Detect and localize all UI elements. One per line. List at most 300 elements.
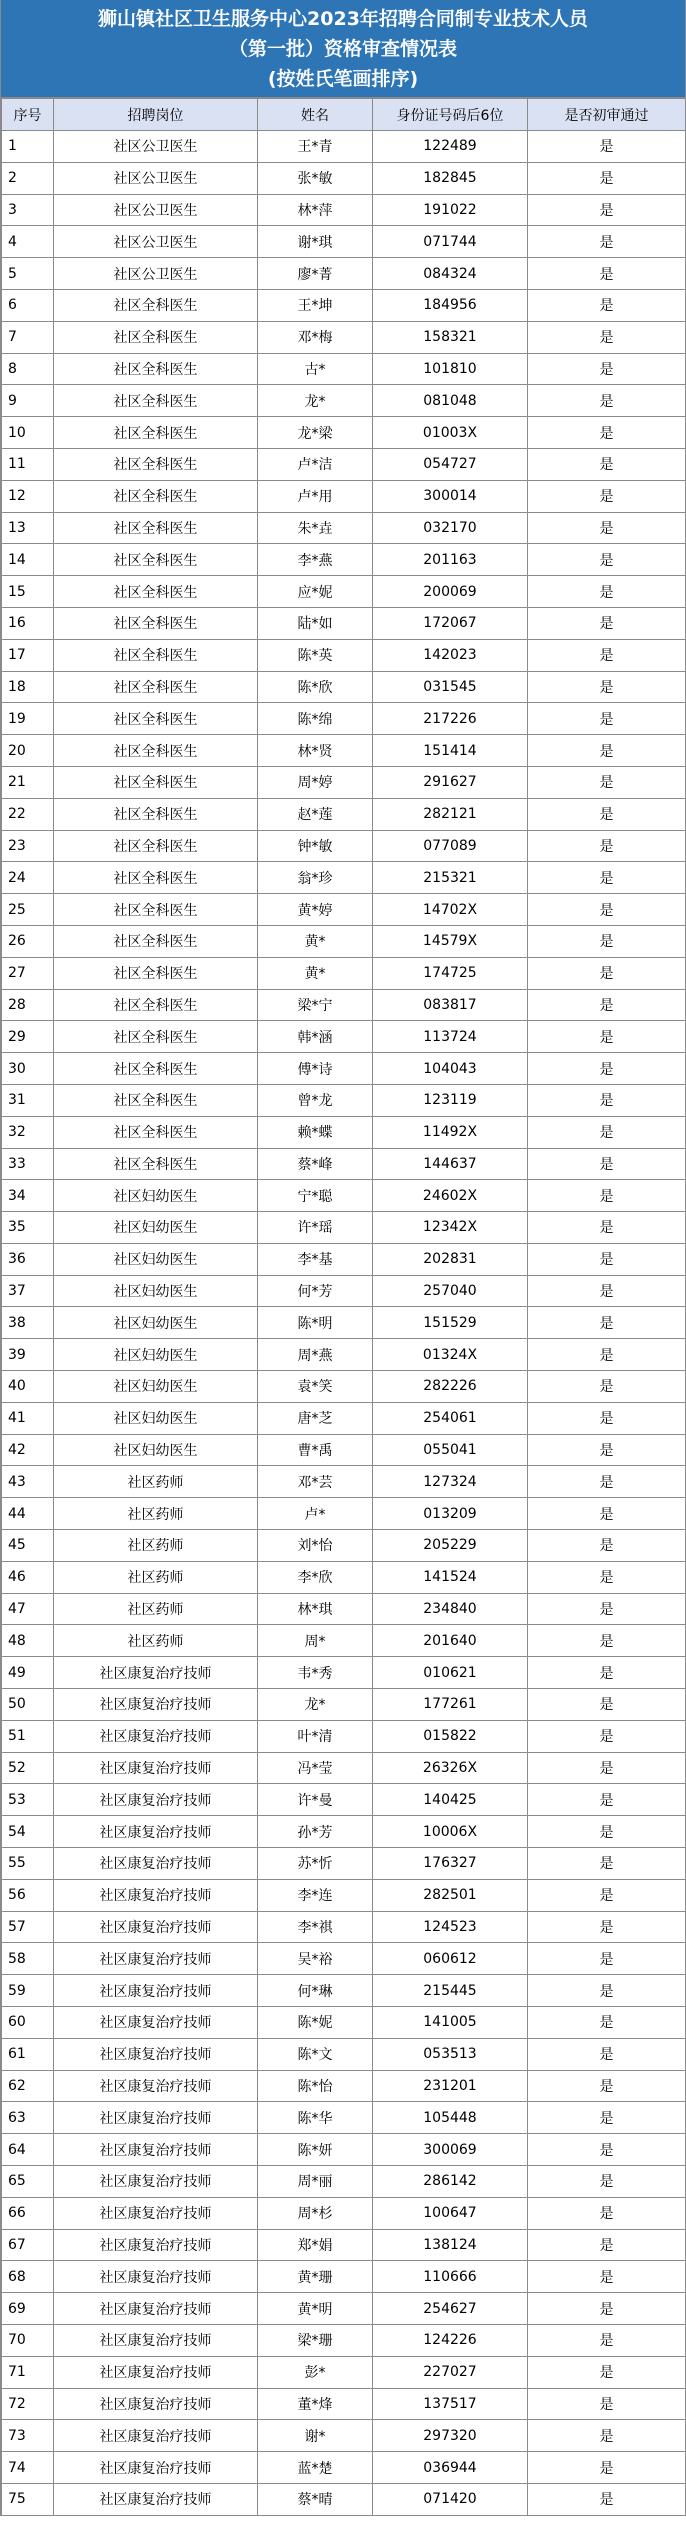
cell-id-last6: 124523 [373, 1911, 528, 1943]
table-row [2, 1466, 686, 1498]
cell-passed: 是 [528, 989, 686, 1021]
cell-name: 周*杉 [258, 2197, 373, 2229]
cell-passed: 是 [528, 862, 686, 894]
table-row [2, 1816, 686, 1848]
table-row [2, 512, 686, 544]
cell-id-last6: 101810 [373, 353, 528, 385]
table-row [2, 894, 686, 926]
table-title [1, 0, 685, 98]
cell-id-last6: 084324 [373, 258, 528, 290]
cell-name: 王*坤 [258, 289, 373, 321]
table-row [2, 544, 686, 576]
cell-position: 社区药师 [54, 1593, 258, 1625]
cell-id-last6: 110666 [373, 2261, 528, 2293]
cell-passed: 是 [528, 2356, 686, 2388]
cell-index: 33 [2, 1148, 54, 1180]
cell-id-last6: 081048 [373, 385, 528, 417]
cell-passed: 是 [528, 2452, 686, 2484]
cell-passed: 是 [528, 607, 686, 639]
table-row [2, 671, 686, 703]
cell-position: 社区妇幼医生 [54, 1402, 258, 1434]
cell-name: 龙*梁 [258, 417, 373, 449]
cell-index: 57 [2, 1911, 54, 1943]
cell-name: 卢*洁 [258, 448, 373, 480]
cell-id-last6: 013209 [373, 1498, 528, 1530]
cell-index: 64 [2, 2134, 54, 2166]
cell-position: 社区全科医生 [54, 989, 258, 1021]
cell-passed: 是 [528, 1434, 686, 1466]
cell-index: 70 [2, 2324, 54, 2356]
cell-name: 董*烽 [258, 2388, 373, 2420]
cell-index: 11 [2, 448, 54, 480]
cell-name: 吴*裕 [258, 1943, 373, 1975]
cell-id-last6: 01324X [373, 1339, 528, 1371]
cell-id-last6: 24602X [373, 1180, 528, 1212]
cell-name: 韦*秀 [258, 1657, 373, 1689]
cell-position: 社区康复治疗技师 [54, 2261, 258, 2293]
table-row [2, 1148, 686, 1180]
table-row [2, 162, 686, 194]
cell-name: 赵*莲 [258, 798, 373, 830]
cell-passed: 是 [528, 131, 686, 163]
cell-position: 社区全科医生 [54, 385, 258, 417]
cell-index: 29 [2, 1021, 54, 1053]
cell-id-last6: 123119 [373, 1084, 528, 1116]
cell-id-last6: 254627 [373, 2293, 528, 2325]
table-row [2, 480, 686, 512]
cell-id-last6: 10006X [373, 1816, 528, 1848]
cell-passed: 是 [528, 480, 686, 512]
cell-passed: 是 [528, 2007, 686, 2039]
table-row [2, 2356, 686, 2388]
cell-index: 10 [2, 417, 54, 449]
cell-passed: 是 [528, 1339, 686, 1371]
cell-index: 18 [2, 671, 54, 703]
cell-index: 5 [2, 258, 54, 290]
cell-position: 社区康复治疗技师 [54, 1848, 258, 1880]
table-row [2, 2324, 686, 2356]
cell-index: 68 [2, 2261, 54, 2293]
cell-name: 邓*梅 [258, 321, 373, 353]
cell-passed: 是 [528, 1848, 686, 1880]
cell-position: 社区全科医生 [54, 671, 258, 703]
cell-name: 王*青 [258, 131, 373, 163]
table-row [2, 2007, 686, 2039]
cell-passed: 是 [528, 1212, 686, 1244]
cell-name: 黄* [258, 957, 373, 989]
cell-index: 75 [2, 2483, 54, 2515]
table-row [2, 1434, 686, 1466]
cell-id-last6: 254061 [373, 1402, 528, 1434]
cell-id-last6: 177261 [373, 1689, 528, 1721]
table-row [2, 862, 686, 894]
cell-index: 8 [2, 353, 54, 385]
cell-index: 52 [2, 1752, 54, 1784]
header-passed: 是否初审通过 [528, 99, 686, 131]
cell-position: 社区妇幼医生 [54, 1212, 258, 1244]
cell-id-last6: 141524 [373, 1561, 528, 1593]
cell-id-last6: 083817 [373, 989, 528, 1021]
cell-index: 69 [2, 2293, 54, 2325]
cell-index: 26 [2, 925, 54, 957]
cell-position: 社区全科医生 [54, 798, 258, 830]
cell-name: 古* [258, 353, 373, 385]
cell-position: 社区公卫医生 [54, 226, 258, 258]
cell-index: 31 [2, 1084, 54, 1116]
cell-name: 李*欣 [258, 1561, 373, 1593]
table-row [2, 703, 686, 735]
cell-position: 社区全科医生 [54, 766, 258, 798]
cell-id-last6: 184956 [373, 289, 528, 321]
table-row [2, 2197, 686, 2229]
cell-name: 何*芳 [258, 1275, 373, 1307]
cell-passed: 是 [528, 226, 686, 258]
table-row [2, 2166, 686, 2198]
cell-passed: 是 [528, 1530, 686, 1562]
cell-name: 钟*敏 [258, 830, 373, 862]
cell-position: 社区康复治疗技师 [54, 1879, 258, 1911]
table-row [2, 1307, 686, 1339]
cell-position: 社区全科医生 [54, 894, 258, 926]
table-row [2, 2038, 686, 2070]
cell-index: 44 [2, 1498, 54, 1530]
header-id-last6: 身份证号码后6位 [373, 99, 528, 131]
cell-position: 社区康复治疗技师 [54, 2166, 258, 2198]
cell-passed: 是 [528, 1561, 686, 1593]
cell-passed: 是 [528, 289, 686, 321]
cell-name: 张*敏 [258, 162, 373, 194]
cell-index: 34 [2, 1180, 54, 1212]
cell-name: 许*曼 [258, 1784, 373, 1816]
cell-index: 25 [2, 894, 54, 926]
cell-position: 社区全科医生 [54, 735, 258, 767]
table-row [2, 2293, 686, 2325]
cell-position: 社区康复治疗技师 [54, 2388, 258, 2420]
cell-passed: 是 [528, 544, 686, 576]
cell-name: 翁*珍 [258, 862, 373, 894]
table-row [2, 1116, 686, 1148]
cell-passed: 是 [528, 194, 686, 226]
table-row [2, 226, 686, 258]
cell-name: 许*瑶 [258, 1212, 373, 1244]
cell-name: 应*妮 [258, 576, 373, 608]
cell-index: 23 [2, 830, 54, 862]
cell-index: 63 [2, 2102, 54, 2134]
cell-index: 73 [2, 2420, 54, 2452]
title-line-2: （第一批）资格审查情况表 [228, 38, 457, 60]
cell-name: 陈*文 [258, 2038, 373, 2070]
cell-passed: 是 [528, 2134, 686, 2166]
cell-name: 周*燕 [258, 1339, 373, 1371]
cell-position: 社区全科医生 [54, 607, 258, 639]
cell-index: 6 [2, 289, 54, 321]
cell-position: 社区全科医生 [54, 448, 258, 480]
cell-position: 社区康复治疗技师 [54, 1752, 258, 1784]
cell-position: 社区全科医生 [54, 925, 258, 957]
cell-index: 56 [2, 1879, 54, 1911]
cell-position: 社区全科医生 [54, 862, 258, 894]
table-row [2, 2070, 686, 2102]
cell-name: 曾*龙 [258, 1084, 373, 1116]
cell-index: 16 [2, 607, 54, 639]
cell-index: 36 [2, 1243, 54, 1275]
cell-position: 社区康复治疗技师 [54, 2102, 258, 2134]
cell-index: 54 [2, 1816, 54, 1848]
cell-id-last6: 010621 [373, 1657, 528, 1689]
cell-passed: 是 [528, 2229, 686, 2261]
cell-index: 28 [2, 989, 54, 1021]
cell-index: 4 [2, 226, 54, 258]
cell-position: 社区康复治疗技师 [54, 1975, 258, 2007]
cell-passed: 是 [528, 576, 686, 608]
cell-name: 孙*芳 [258, 1816, 373, 1848]
cell-id-last6: 300069 [373, 2134, 528, 2166]
cell-position: 社区康复治疗技师 [54, 2038, 258, 2070]
cell-id-last6: 227027 [373, 2356, 528, 2388]
cell-index: 42 [2, 1434, 54, 1466]
cell-id-last6: 122489 [373, 131, 528, 163]
table-row [2, 989, 686, 1021]
cell-id-last6: 140425 [373, 1784, 528, 1816]
cell-passed: 是 [528, 2166, 686, 2198]
cell-id-last6: 174725 [373, 957, 528, 989]
cell-index: 53 [2, 1784, 54, 1816]
cell-name: 陈*华 [258, 2102, 373, 2134]
cell-passed: 是 [528, 512, 686, 544]
cell-id-last6: 286142 [373, 2166, 528, 2198]
cell-id-last6: 231201 [373, 2070, 528, 2102]
table-row [2, 2134, 686, 2166]
cell-name: 周*丽 [258, 2166, 373, 2198]
cell-name: 陈*欣 [258, 671, 373, 703]
cell-passed: 是 [528, 830, 686, 862]
cell-position: 社区全科医生 [54, 321, 258, 353]
cell-position: 社区药师 [54, 1530, 258, 1562]
cell-passed: 是 [528, 2070, 686, 2102]
cell-id-last6: 14702X [373, 894, 528, 926]
table-row [2, 353, 686, 385]
cell-name: 龙* [258, 385, 373, 417]
table-row [2, 1720, 686, 1752]
cell-id-last6: 055041 [373, 1434, 528, 1466]
table-row [2, 1498, 686, 1530]
cell-id-last6: 282226 [373, 1371, 528, 1403]
table-row [2, 1561, 686, 1593]
cell-position: 社区康复治疗技师 [54, 2483, 258, 2515]
table-row [2, 957, 686, 989]
cell-id-last6: 215321 [373, 862, 528, 894]
title-line-1: 狮山镇社区卫生服务中心2023年招聘合同制专业技术人员 [98, 8, 588, 30]
cell-position: 社区公卫医生 [54, 194, 258, 226]
cell-passed: 是 [528, 1466, 686, 1498]
cell-passed: 是 [528, 2038, 686, 2070]
cell-name: 黄*婷 [258, 894, 373, 926]
cell-id-last6: 300014 [373, 480, 528, 512]
cell-position: 社区全科医生 [54, 289, 258, 321]
cell-passed: 是 [528, 1816, 686, 1848]
table-row [2, 735, 686, 767]
cell-index: 67 [2, 2229, 54, 2261]
cell-passed: 是 [528, 1911, 686, 1943]
cell-id-last6: 297320 [373, 2420, 528, 2452]
cell-passed: 是 [528, 1879, 686, 1911]
cell-passed: 是 [528, 1053, 686, 1085]
cell-position: 社区康复治疗技师 [54, 1689, 258, 1721]
table-body [2, 131, 686, 2516]
cell-position: 社区康复治疗技师 [54, 1784, 258, 1816]
cell-id-last6: 291627 [373, 766, 528, 798]
cell-passed: 是 [528, 735, 686, 767]
table-row [2, 2388, 686, 2420]
cell-passed: 是 [528, 639, 686, 671]
cell-position: 社区全科医生 [54, 639, 258, 671]
cell-name: 唐*芝 [258, 1402, 373, 1434]
cell-passed: 是 [528, 162, 686, 194]
cell-name: 龙* [258, 1689, 373, 1721]
table-row [2, 1275, 686, 1307]
cell-index: 60 [2, 2007, 54, 2039]
table-row [2, 1657, 686, 1689]
cell-position: 社区药师 [54, 1561, 258, 1593]
cell-passed: 是 [528, 1402, 686, 1434]
table-row [2, 194, 686, 226]
cell-index: 43 [2, 1466, 54, 1498]
cell-index: 62 [2, 2070, 54, 2102]
cell-index: 40 [2, 1371, 54, 1403]
cell-position: 社区妇幼医生 [54, 1275, 258, 1307]
cell-name: 梁*珊 [258, 2324, 373, 2356]
cell-name: 谢*琪 [258, 226, 373, 258]
table-row [2, 607, 686, 639]
cell-id-last6: 201640 [373, 1625, 528, 1657]
cell-name: 叶*清 [258, 1720, 373, 1752]
cell-name: 廖*菁 [258, 258, 373, 290]
cell-index: 2 [2, 162, 54, 194]
cell-passed: 是 [528, 1784, 686, 1816]
table-row [2, 576, 686, 608]
cell-passed: 是 [528, 2483, 686, 2515]
table-row [2, 639, 686, 671]
cell-name: 傅*诗 [258, 1053, 373, 1085]
table-row [2, 925, 686, 957]
cell-id-last6: 138124 [373, 2229, 528, 2261]
cell-id-last6: 142023 [373, 639, 528, 671]
cell-name: 郑*娟 [258, 2229, 373, 2261]
table-row [2, 131, 686, 163]
table-row [2, 1784, 686, 1816]
cell-passed: 是 [528, 1720, 686, 1752]
cell-passed: 是 [528, 957, 686, 989]
table-row [2, 2229, 686, 2261]
cell-id-last6: 137517 [373, 2388, 528, 2420]
cell-name: 林*萍 [258, 194, 373, 226]
cell-index: 17 [2, 639, 54, 671]
table-row [2, 1243, 686, 1275]
table-row [2, 417, 686, 449]
cell-passed: 是 [528, 1021, 686, 1053]
cell-passed: 是 [528, 798, 686, 830]
cell-passed: 是 [528, 1307, 686, 1339]
cell-position: 社区康复治疗技师 [54, 2293, 258, 2325]
cell-id-last6: 151414 [373, 735, 528, 767]
cell-name: 周*婷 [258, 766, 373, 798]
table-row [2, 258, 686, 290]
cell-passed: 是 [528, 2261, 686, 2293]
cell-index: 49 [2, 1657, 54, 1689]
cell-id-last6: 054727 [373, 448, 528, 480]
cell-position: 社区公卫医生 [54, 131, 258, 163]
cell-position: 社区公卫医生 [54, 258, 258, 290]
cell-position: 社区公卫医生 [54, 162, 258, 194]
cell-name: 何*琳 [258, 1975, 373, 2007]
table-row [2, 830, 686, 862]
cell-passed: 是 [528, 1180, 686, 1212]
table-row [2, 1943, 686, 1975]
cell-id-last6: 036944 [373, 2452, 528, 2484]
cell-id-last6: 127324 [373, 1466, 528, 1498]
cell-position: 社区妇幼医生 [54, 1180, 258, 1212]
cell-name: 卢*用 [258, 480, 373, 512]
table-row [2, 1402, 686, 1434]
cell-id-last6: 032170 [373, 512, 528, 544]
cell-index: 12 [2, 480, 54, 512]
cell-index: 61 [2, 2038, 54, 2070]
cell-id-last6: 14579X [373, 925, 528, 957]
cell-id-last6: 182845 [373, 162, 528, 194]
cell-index: 22 [2, 798, 54, 830]
cell-id-last6: 031545 [373, 671, 528, 703]
cell-id-last6: 215445 [373, 1975, 528, 2007]
table-row [2, 2102, 686, 2134]
cell-name: 陈*妮 [258, 2007, 373, 2039]
cell-id-last6: 26326X [373, 1752, 528, 1784]
cell-name: 苏*忻 [258, 1848, 373, 1880]
table-row [2, 1053, 686, 1085]
cell-position: 社区全科医生 [54, 353, 258, 385]
cell-index: 55 [2, 1848, 54, 1880]
cell-id-last6: 234840 [373, 1593, 528, 1625]
cell-name: 蓝*楚 [258, 2452, 373, 2484]
cell-passed: 是 [528, 671, 686, 703]
cell-index: 65 [2, 2166, 54, 2198]
cell-name: 李*基 [258, 1243, 373, 1275]
cell-position: 社区康复治疗技师 [54, 2070, 258, 2102]
cell-name: 黄*珊 [258, 2261, 373, 2293]
cell-name: 陆*如 [258, 607, 373, 639]
cell-name: 陈*绵 [258, 703, 373, 735]
cell-name: 朱*垚 [258, 512, 373, 544]
cell-passed: 是 [528, 258, 686, 290]
cell-name: 周* [258, 1625, 373, 1657]
table-row [2, 2452, 686, 2484]
cell-index: 48 [2, 1625, 54, 1657]
cell-position: 社区药师 [54, 1466, 258, 1498]
cell-position: 社区全科医生 [54, 576, 258, 608]
cell-index: 46 [2, 1561, 54, 1593]
cell-name: 林*琪 [258, 1593, 373, 1625]
cell-passed: 是 [528, 1148, 686, 1180]
cell-passed: 是 [528, 2197, 686, 2229]
cell-position: 社区全科医生 [54, 703, 258, 735]
cell-name: 曹*禹 [258, 1434, 373, 1466]
cell-passed: 是 [528, 1625, 686, 1657]
cell-passed: 是 [528, 1498, 686, 1530]
cell-index: 37 [2, 1275, 54, 1307]
cell-position: 社区全科医生 [54, 417, 258, 449]
cell-index: 47 [2, 1593, 54, 1625]
table-row [2, 1180, 686, 1212]
cell-position: 社区全科医生 [54, 1116, 258, 1148]
